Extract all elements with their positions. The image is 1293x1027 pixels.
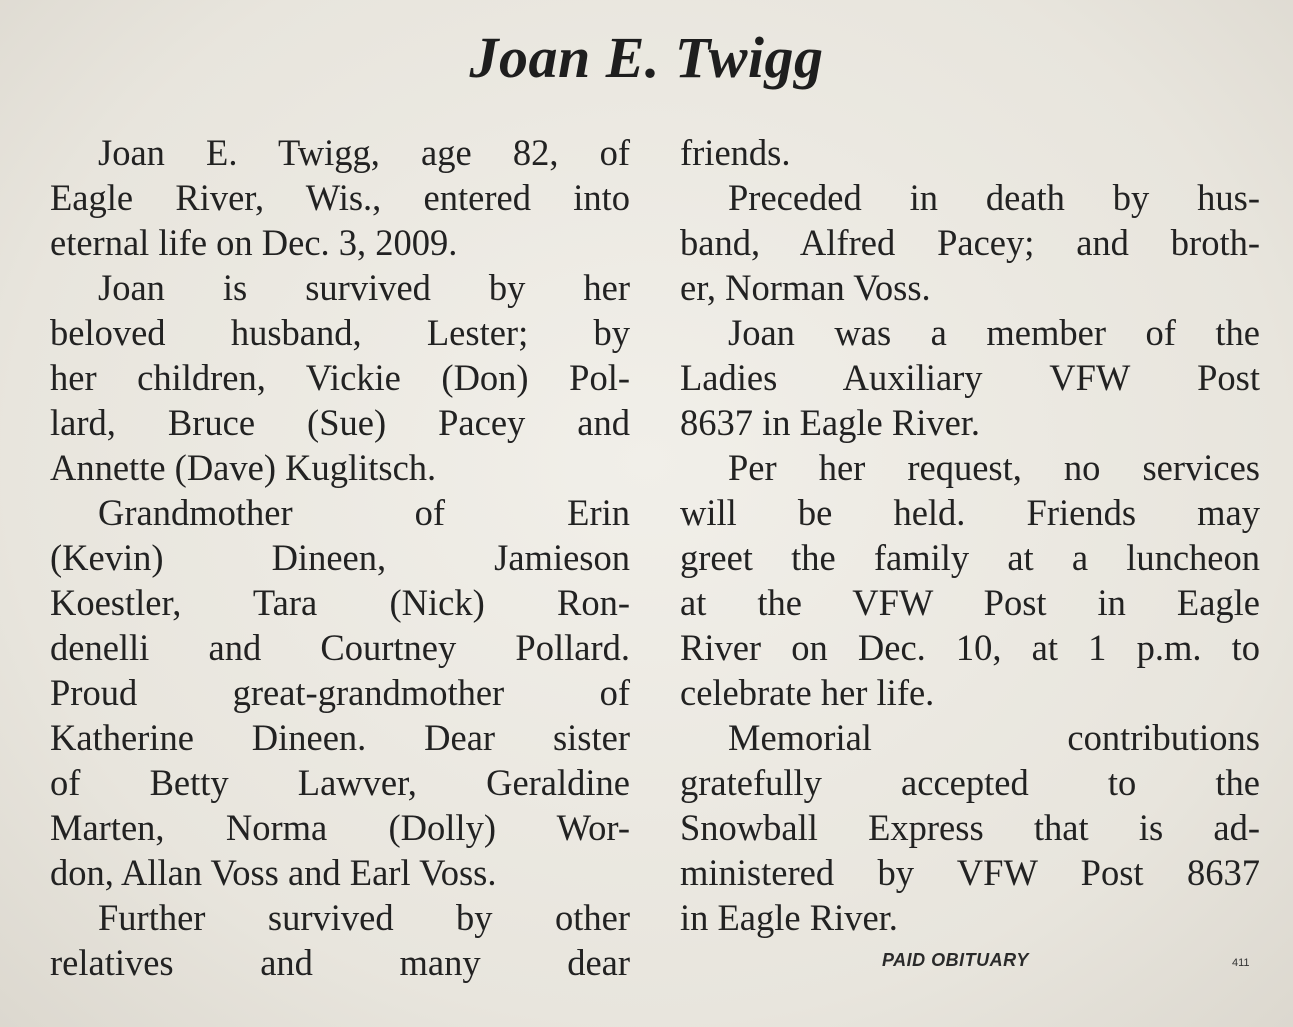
text-line: beloved husband, Lester; by xyxy=(50,312,630,353)
paid-obituary-label: PAID OBITUARY xyxy=(882,950,1029,970)
text-line: (Kevin) Dineen, Jamieson xyxy=(50,537,630,578)
text-line: er, Norman Voss. xyxy=(680,267,931,308)
text-line: gratefully accepted to the xyxy=(680,762,1260,803)
text-line: will be held. Friends may xyxy=(680,492,1260,533)
text-line: Per her request, no services xyxy=(728,447,1260,488)
text-line: eternal life on Dec. 3, 2009. xyxy=(50,222,458,263)
text-line: Preceded in death by hus- xyxy=(728,177,1260,218)
text-line: Joan was a member of the xyxy=(728,312,1260,353)
text-line: Joan E. Twigg, age 82, of xyxy=(98,132,630,173)
text-line: of Betty Lawver, Geraldine xyxy=(50,762,630,803)
text-line: Snowball Express that is ad- xyxy=(680,807,1260,848)
text-line: denelli and Courtney Pollard. xyxy=(50,627,630,668)
text-line: Memorial contributions xyxy=(728,717,1260,758)
text-line: greet the family at a luncheon xyxy=(680,537,1260,578)
text-line: Eagle River, Wis., entered into xyxy=(50,177,630,218)
text-line: at the VFW Post in Eagle xyxy=(680,582,1260,623)
text-line: Further survived by other xyxy=(98,897,630,938)
text-line: her children, Vickie (Don) Pol- xyxy=(50,357,630,398)
text-line: 8637 in Eagle River. xyxy=(680,402,981,443)
text-line: Joan is survived by her xyxy=(98,267,630,308)
text-line: Annette (Dave) Kuglitsch. xyxy=(50,447,437,488)
text-line: don, Allan Voss and Earl Voss. xyxy=(50,852,497,893)
text-line: celebrate her life. xyxy=(680,672,935,713)
text-line: band, Alfred Pacey; and broth- xyxy=(680,222,1260,263)
text-line: River on Dec. 10, at 1 p.m. to xyxy=(680,627,1260,668)
obituary-title: Joan E. Twigg xyxy=(469,25,824,90)
page-code: 411 xyxy=(1232,957,1250,969)
text-line: lard, Bruce (Sue) Pacey and xyxy=(50,402,630,443)
text-line: in Eagle River. xyxy=(680,897,898,938)
text-line: Koestler, Tara (Nick) Ron- xyxy=(50,582,630,623)
text-line: Marten, Norma (Dolly) Wor- xyxy=(50,807,630,848)
text-line: friends. xyxy=(680,132,791,173)
text-line: Ladies Auxiliary VFW Post xyxy=(680,357,1260,398)
text-line: relatives and many dear xyxy=(50,942,630,983)
left-column xyxy=(50,130,630,985)
text-line: Grandmother of Erin xyxy=(98,492,630,533)
text-line: Katherine Dineen. Dear sister xyxy=(50,717,630,758)
text-line: ministered by VFW Post 8637 xyxy=(680,852,1260,893)
text-line: Proud great-grandmother of xyxy=(50,672,630,713)
right-column xyxy=(680,130,1260,940)
